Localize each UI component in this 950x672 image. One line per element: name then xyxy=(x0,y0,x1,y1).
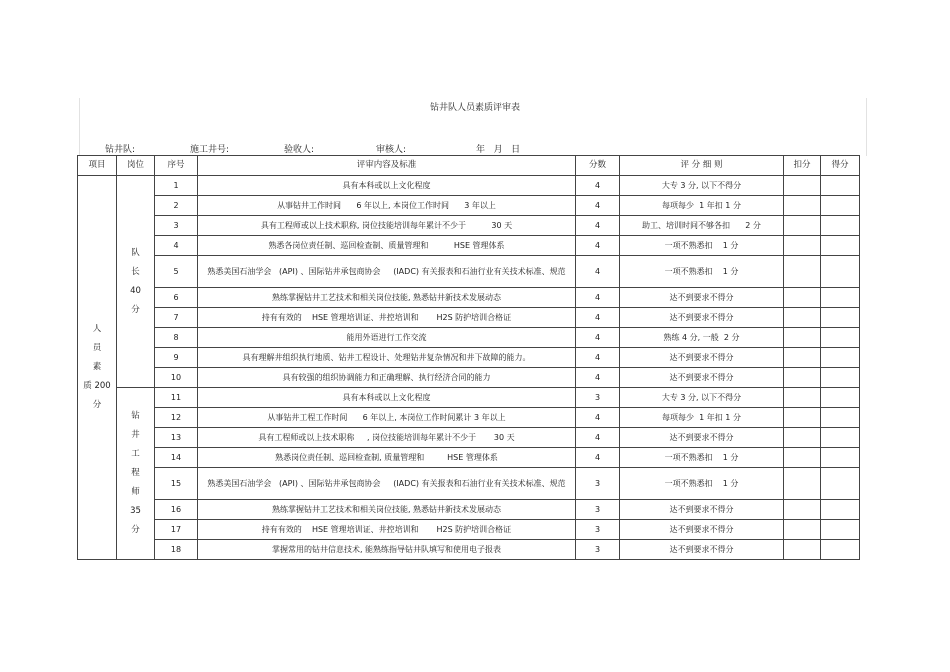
deduction-cell xyxy=(784,328,821,348)
criteria-cell: 掌握常用的钻井信息技术, 能熟练指导钻井队填写和使用电子报表 xyxy=(198,540,576,560)
project-char: 人 xyxy=(92,324,102,334)
form-title: 钻井队人员素质评审表 xyxy=(429,103,520,113)
position-char: 40 xyxy=(130,285,141,296)
result-score-cell xyxy=(821,328,860,348)
rule-cell: 一项不熟悉扣 1 分 xyxy=(620,236,784,256)
criteria-cell: 熟悉岗位责任制、巡回检查制, 质量管理和 HSE 管理体系 xyxy=(198,448,576,468)
deduction-cell xyxy=(784,368,821,388)
rule-cell: 一项不熟悉扣 1 分 xyxy=(620,256,784,288)
score-cell: 4 xyxy=(576,256,620,288)
result-score-cell xyxy=(821,428,860,448)
deduction-cell xyxy=(784,540,821,560)
result-score-cell xyxy=(821,368,860,388)
column-header: 扣分 xyxy=(784,156,821,176)
table-row xyxy=(78,388,860,408)
position-char: 程 xyxy=(131,468,140,478)
criteria-cell: 具有理解井组织执行地质、钻井工程设计、处理钻井复杂情况和井下故障的能力。 xyxy=(198,348,576,368)
item-number-cell: 5 xyxy=(155,256,198,288)
item-number-cell: 12 xyxy=(155,408,198,428)
criteria-cell: 熟悉美国石油学会 (API) 、国际钻井承包商协会 (IADC) 有关报表和石油行业有关技术标准、规范 xyxy=(198,468,576,500)
column-header: 评 分 细 则 xyxy=(620,156,784,176)
deduction-cell xyxy=(784,500,821,520)
project-cell xyxy=(78,176,117,560)
position-char: 35 xyxy=(130,506,141,516)
table-row xyxy=(78,428,860,448)
rule-cell: 助工、培训时间不够各扣 2 分 xyxy=(620,216,784,236)
item-number-cell: 14 xyxy=(155,448,198,468)
deduction-cell xyxy=(784,448,821,468)
item-number-cell: 8 xyxy=(155,328,198,348)
score-cell: 4 xyxy=(576,328,620,348)
item-number-cell: 6 xyxy=(155,288,198,308)
table-row xyxy=(78,328,860,348)
position-char: 队 xyxy=(131,247,140,258)
evaluation-table xyxy=(77,155,860,560)
result-score-cell xyxy=(821,408,860,428)
project-char: 员 xyxy=(92,343,102,353)
rule-cell: 达不到要求不得分 xyxy=(620,520,784,540)
score-cell: 3 xyxy=(576,500,620,520)
deduction-cell xyxy=(784,468,821,500)
table-row xyxy=(78,308,860,328)
criteria-cell: 具有本科或以上文化程度 xyxy=(198,388,576,408)
item-number-cell: 3 xyxy=(155,216,198,236)
column-header: 评审内容及标准 xyxy=(198,156,576,176)
position-char: 分 xyxy=(131,304,140,315)
result-score-cell xyxy=(821,348,860,368)
project-char: 质 200 xyxy=(83,381,111,391)
column-header: 得分 xyxy=(821,156,860,176)
rule-cell: 一项不熟悉扣 1 分 xyxy=(620,468,784,500)
position-char: 钻 xyxy=(131,411,140,421)
position-char: 工 xyxy=(131,449,140,459)
item-number-cell: 2 xyxy=(155,196,198,216)
score-cell: 4 xyxy=(576,216,620,236)
score-cell: 4 xyxy=(576,236,620,256)
result-score-cell xyxy=(821,236,860,256)
rule-cell: 达不到要求不得分 xyxy=(620,348,784,368)
rule-cell: 一项不熟悉扣 1 分 xyxy=(620,448,784,468)
score-cell: 4 xyxy=(576,308,620,328)
result-score-cell xyxy=(821,308,860,328)
table-row xyxy=(78,368,860,388)
position-cell xyxy=(117,388,155,560)
item-number-cell: 13 xyxy=(155,428,198,448)
result-score-cell xyxy=(821,500,860,520)
position-char: 师 xyxy=(131,487,140,497)
table-header-row xyxy=(78,156,860,176)
deduction-cell xyxy=(784,288,821,308)
rule-cell: 达不到要求不得分 xyxy=(620,500,784,520)
item-number-cell: 18 xyxy=(155,540,198,560)
item-number-cell: 11 xyxy=(155,388,198,408)
item-number-cell: 9 xyxy=(155,348,198,368)
rule-cell: 达不到要求不得分 xyxy=(620,540,784,560)
criteria-cell: 从事钻井工作时间 6 年以上, 本岗位工作时间 3 年以上 xyxy=(198,196,576,216)
inspector-field-label: 验收人: xyxy=(284,145,315,155)
result-score-cell xyxy=(821,288,860,308)
score-cell: 4 xyxy=(576,428,620,448)
score-cell: 4 xyxy=(576,288,620,308)
column-header: 分数 xyxy=(576,156,620,176)
rule-cell: 每项每少 1 年扣 1 分 xyxy=(620,196,784,216)
project-char: 素 xyxy=(92,362,102,372)
score-cell: 3 xyxy=(576,388,620,408)
team-field-label: 钻井队: xyxy=(105,145,136,155)
score-cell: 4 xyxy=(576,348,620,368)
column-header: 项目 xyxy=(78,156,117,176)
criteria-cell: 熟悉美国石油学会 (API) 、国际钻井承包商协会 (IADC) 有关报表和石油行业有关技术标准、规范 xyxy=(198,256,576,288)
table-row xyxy=(78,520,860,540)
result-score-cell xyxy=(821,388,860,408)
criteria-cell: 能用外语进行工作交流 xyxy=(198,328,576,348)
table-row xyxy=(78,448,860,468)
criteria-cell: 熟练掌握钻井工艺技术和相关岗位技能, 熟悉钻井新技术发展动态 xyxy=(198,500,576,520)
project-char: 分 xyxy=(92,400,102,410)
column-header: 序号 xyxy=(155,156,198,176)
rule-cell: 达不到要求不得分 xyxy=(620,368,784,388)
item-number-cell: 16 xyxy=(155,500,198,520)
position-char: 分 xyxy=(131,525,140,535)
table-row xyxy=(78,540,860,560)
score-cell: 4 xyxy=(576,368,620,388)
criteria-cell: 熟练掌握钻井工艺技术和相关岗位技能, 熟悉钻井新技术发展动态 xyxy=(198,288,576,308)
rule-cell: 熟练 4 分, 一般 2 分 xyxy=(620,328,784,348)
table-row xyxy=(78,408,860,428)
deduction-cell xyxy=(784,520,821,540)
well-number-field-label: 施工井号: xyxy=(190,145,230,155)
result-score-cell xyxy=(821,520,860,540)
table-row xyxy=(78,288,860,308)
table-row xyxy=(78,500,860,520)
date-field-label: 年 月 日 xyxy=(476,145,521,155)
deduction-cell xyxy=(784,348,821,368)
position-char: 长 xyxy=(131,266,140,277)
deduction-cell xyxy=(784,256,821,288)
rule-cell: 达不到要求不得分 xyxy=(620,308,784,328)
item-number-cell: 1 xyxy=(155,176,198,196)
result-score-cell xyxy=(821,176,860,196)
table-row xyxy=(78,468,860,500)
deduction-cell xyxy=(784,408,821,428)
deduction-cell xyxy=(784,308,821,328)
position-char: 井 xyxy=(131,430,140,440)
table-row xyxy=(78,348,860,368)
deduction-cell xyxy=(784,196,821,216)
item-number-cell: 10 xyxy=(155,368,198,388)
deduction-cell xyxy=(784,176,821,196)
criteria-cell: 从事钻井工程工作时间 6 年以上, 本岗位工作时间累计 3 年以上 xyxy=(198,408,576,428)
criteria-cell: 具有工程师或以上技术职称, 岗位技能培训每年累计不少于 30 天 xyxy=(198,216,576,236)
rule-cell: 达不到要求不得分 xyxy=(620,288,784,308)
score-cell: 4 xyxy=(576,408,620,428)
score-cell: 4 xyxy=(576,196,620,216)
item-number-cell: 15 xyxy=(155,468,198,500)
deduction-cell xyxy=(784,428,821,448)
criteria-cell: 熟悉各岗位责任制、巡回检查制、质量管理和 HSE 管理体系 xyxy=(198,236,576,256)
result-score-cell xyxy=(821,216,860,236)
rule-cell: 每项每少 1 年扣 1 分 xyxy=(620,408,784,428)
deduction-cell xyxy=(784,216,821,236)
result-score-cell xyxy=(821,540,860,560)
result-score-cell xyxy=(821,448,860,468)
table-row xyxy=(78,256,860,288)
score-cell: 4 xyxy=(576,448,620,468)
table-row xyxy=(78,196,860,216)
criteria-cell: 持有有效的 HSE 管理培训证、井控培训和 H2S 防护培训合格证 xyxy=(198,520,576,540)
table-row xyxy=(78,176,860,196)
criteria-cell: 具有本科或以上文化程度 xyxy=(198,176,576,196)
score-cell: 3 xyxy=(576,540,620,560)
reviewer-field-label: 审核人: xyxy=(376,145,407,155)
item-number-cell: 4 xyxy=(155,236,198,256)
result-score-cell xyxy=(821,196,860,216)
item-number-cell: 17 xyxy=(155,520,198,540)
score-cell: 4 xyxy=(576,176,620,196)
rule-cell: 大专 3 分, 以下不得分 xyxy=(620,176,784,196)
rule-cell: 达不到要求不得分 xyxy=(620,428,784,448)
result-score-cell xyxy=(821,256,860,288)
table-row xyxy=(78,236,860,256)
position-cell xyxy=(117,176,155,388)
table-row xyxy=(78,216,860,236)
rule-cell: 大专 3 分, 以下不得分 xyxy=(620,388,784,408)
score-cell: 3 xyxy=(576,520,620,540)
deduction-cell xyxy=(784,236,821,256)
item-number-cell: 7 xyxy=(155,308,198,328)
deduction-cell xyxy=(784,388,821,408)
criteria-cell: 具有工程师或以上技术职称 , 岗位技能培训每年累计不少于 30 天 xyxy=(198,428,576,448)
criteria-cell: 具有较强的组织协调能力和正确理解、执行经济合同的能力 xyxy=(198,368,576,388)
score-cell: 3 xyxy=(576,468,620,500)
result-score-cell xyxy=(821,468,860,500)
criteria-cell: 持有有效的 HSE 管理培训证、井控培训和 H2S 防护培训合格证 xyxy=(198,308,576,328)
column-header: 岗位 xyxy=(117,156,155,176)
